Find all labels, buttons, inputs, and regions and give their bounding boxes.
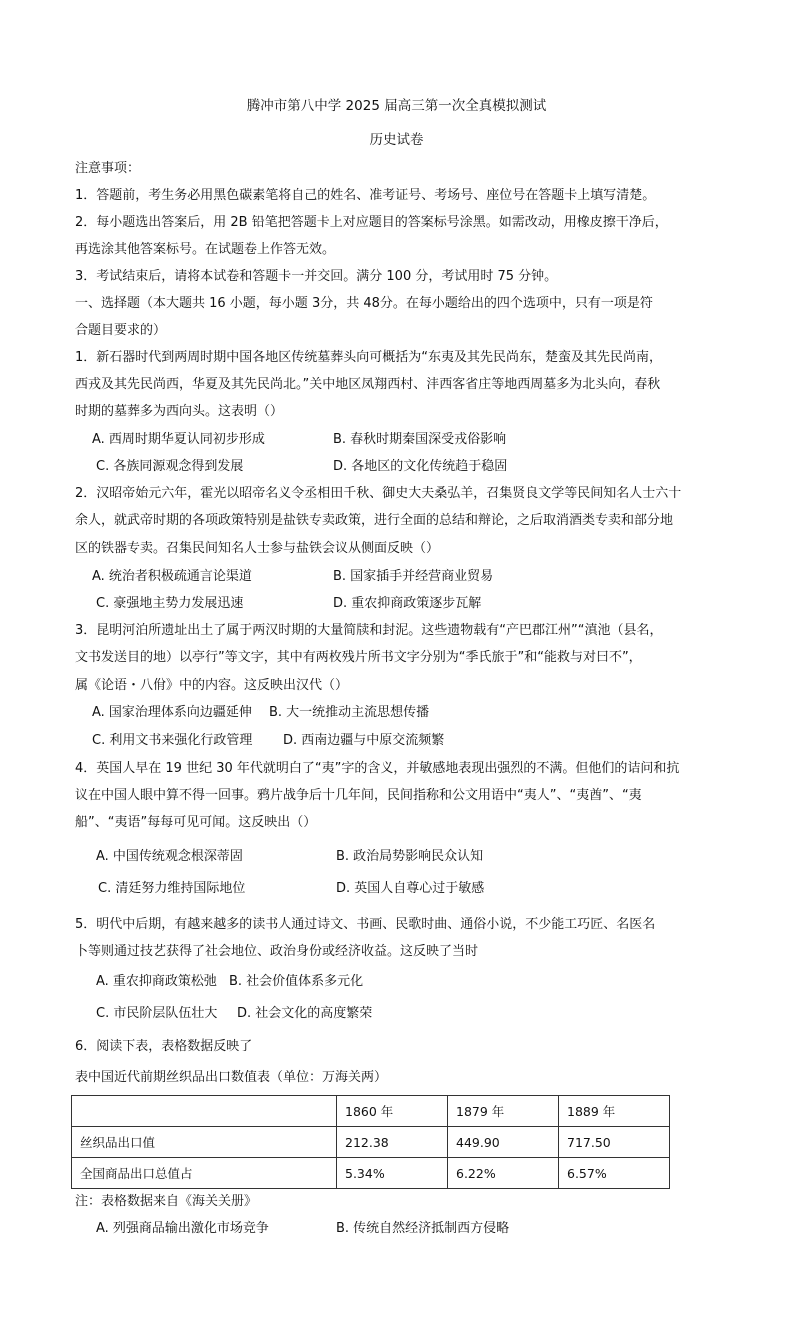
- table-cell: 212.38: [337, 1127, 448, 1158]
- question-text: 区的铁器专卖。召集民间知名人士参与盐铁会议从侧面反映（）: [75, 541, 440, 556]
- option-c[interactable]: C. 市民阶层队伍壮大: [96, 1006, 218, 1021]
- option-c[interactable]: C. 豪强地主势力发展迅速: [96, 596, 244, 611]
- question-text: 4．英国人早在 19 世纪 30 年代就明白了“夷”字的含义，并敏感地表现出强烈的不满。但他们的诘问和抗: [75, 761, 680, 776]
- notice-line: 3．考试结束后，请将本试卷和答题卡一并交回。满分 100 分，考试用时 75 分钟。: [75, 269, 558, 284]
- question-text: 西戎及其先民尚西，华夏及其先民尚北。”关中地区凤翔西村、沣西客省庄等地西周墓多为北头向，春秋: [75, 377, 661, 392]
- option-b[interactable]: B. 政治局势影响民众认知: [336, 849, 484, 864]
- question-text: 3．昆明河泊所遗址出土了属于两汉时期的大量简牍和封泥。这些遗物载有“产巴郡江州”“滇池（县名，: [75, 623, 663, 638]
- question-text: 议在中国人眼中算不得一回事。鸦片战争后十几年间，民间指称和公文用语中“夷人”、“夷酋”、“夷: [75, 788, 642, 803]
- section-heading: 合题目要求的）: [75, 323, 167, 338]
- option-a[interactable]: A. 统治者积极疏通言论渠道: [92, 569, 252, 584]
- table-cell: 1879 年: [448, 1096, 559, 1127]
- option-a[interactable]: A. 列强商品输出激化市场竞争: [96, 1221, 269, 1236]
- table-cell: [72, 1096, 337, 1127]
- option-d[interactable]: D. 重农抑商政策逐步瓦解: [333, 596, 482, 611]
- table-cell: 6.22%: [448, 1158, 559, 1189]
- option-b[interactable]: B. 社会价值体系多元化: [229, 974, 364, 989]
- table-row: [72, 1127, 670, 1158]
- option-a[interactable]: A. 西周时期华夏认同初步形成: [92, 432, 265, 447]
- question-text: 6．阅读下表，表格数据反映了: [75, 1039, 253, 1054]
- option-b[interactable]: B. 大一统推动主流思想传播: [269, 705, 430, 720]
- notice-heading: 注意事项：: [75, 161, 141, 176]
- question-text: 1．新石器时代到两周时期中国各地区传统墓葬头向可概括为“东夷及其先民尚东，楚蛮及其先民尚南，: [75, 350, 663, 365]
- table-cell: 6.57%: [559, 1158, 670, 1189]
- option-d[interactable]: D. 西南边疆与中原交流频繁: [283, 733, 445, 748]
- option-a[interactable]: A. 国家治理体系向边疆延伸: [92, 705, 252, 720]
- option-a[interactable]: A. 重农抑商政策松弛: [96, 974, 217, 989]
- option-c[interactable]: C. 利用文书来强化行政管理: [92, 733, 253, 748]
- table-caption: 表中国近代前期丝织品出口数值表（单位：万海关两）: [75, 1070, 388, 1085]
- table-cell: 717.50: [559, 1127, 670, 1158]
- option-b[interactable]: B. 春秋时期秦国深受戎俗影响: [333, 432, 507, 447]
- option-c[interactable]: C. 各族同源观念得到发展: [96, 459, 244, 474]
- option-b[interactable]: B. 传统自然经济抵制西方侵略: [336, 1221, 510, 1236]
- table-cell: 449.90: [448, 1127, 559, 1158]
- question-text: 船”、“夷语”每每可见可闻。这反映出（）: [75, 815, 317, 830]
- option-c[interactable]: C. 清廷努力维持国际地位: [98, 881, 246, 896]
- question-text: 时期的墓葬多为西向头。这表明（）: [75, 404, 284, 419]
- table-cell: 1889 年: [559, 1096, 670, 1127]
- question-text: 属《论语・八佾》中的内容。这反映出汉代（）: [75, 678, 349, 693]
- table-header-row: [72, 1096, 670, 1127]
- question-text: 卜等则通过技艺获得了社会地位、政治身份或经济收益。这反映了当时: [75, 944, 479, 959]
- table-cell: 丝织品出口值: [72, 1127, 337, 1158]
- option-d[interactable]: D. 英国人自尊心过于敏感: [336, 881, 485, 896]
- section-heading: 一、选择题（本大题共 16 小题，每小题 3分，共 48分。在每小题给出的四个选项中，只有一项是符: [75, 296, 653, 311]
- page-title: 腾冲市第八中学 2025 届高三第一次全真模拟测试: [246, 98, 547, 114]
- table-cell: 全国商品出口总值占: [72, 1158, 337, 1189]
- export-table: [71, 1095, 670, 1189]
- question-text: 5．明代中后期，有越来越多的读书人通过诗文、书画、民歌时曲、通俗小说，不少能工巧匠、名医名: [75, 917, 656, 932]
- table-row: [72, 1158, 670, 1189]
- option-d[interactable]: D. 社会文化的高度繁荣: [237, 1006, 373, 1021]
- notice-line: 2．每小题选出答案后，用 2B 铅笔把答题卡上对应题目的答案标号涂黑。如需改动，用橡皮擦干净后，: [75, 215, 668, 230]
- option-a[interactable]: A. 中国传统观念根深蒂固: [96, 849, 243, 864]
- question-text: 2．汉昭帝始元六年，霍光以昭帝名义令丞相田千秋、御史大夫桑弘羊，召集贤良文学等民间知名人士六十: [75, 486, 682, 501]
- question-text: 文书发送目的地）以亭行”等文字，其中有两枚残片所书文字分别为“季氏旅于”和“能救与对曰不”，: [75, 650, 642, 665]
- page-subtitle: 历史试卷: [369, 132, 424, 148]
- question-text: 余人，就武帝时期的各项政策特别是盐铁专卖政策，进行全面的总结和辩论，之后取消酒类专卖和部分地: [75, 513, 674, 528]
- table-note: 注：表格数据来自《海关关册》: [75, 1194, 258, 1209]
- option-d[interactable]: D. 各地区的文化传统趋于稳固: [333, 459, 508, 474]
- notice-line: 再选涂其他答案标号。在试题卷上作答无效。: [75, 242, 336, 257]
- table-cell: 5.34%: [337, 1158, 448, 1189]
- notice-line: 1．答题前，考生务必用黑色碳素笔将自己的姓名、准考证号、考场号、座位号在答题卡上填写清楚。: [75, 188, 656, 203]
- table-cell: 1860 年: [337, 1096, 448, 1127]
- option-b[interactable]: B. 国家插手并经营商业贸易: [333, 569, 494, 584]
